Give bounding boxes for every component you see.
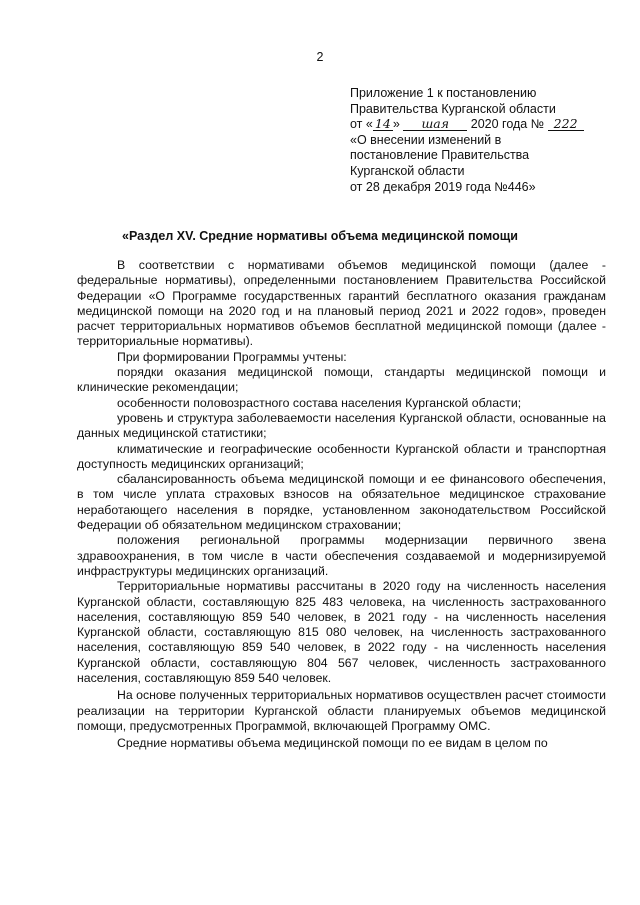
appendix-line-7: от 28 декабря 2019 года №446» (350, 179, 536, 194)
appendix-line-4: «О внесении изменений в (350, 132, 502, 147)
paragraph: Средние нормативы объема медицинской помощи по ее видам в целом по (117, 736, 548, 751)
appendix-date-line (350, 117, 620, 133)
year-text: 2020 года № (470, 117, 545, 132)
section-title: «Раздел XV. Средние нормативы объема медицинской помощи (122, 229, 518, 243)
handwritten-number: 222 (548, 118, 584, 131)
appendix-line-1: Приложение 1 к постановлению (350, 86, 537, 100)
paragraph: особенности половозрастного состава населения Курганской области; (117, 395, 522, 410)
page-number: 2 (316, 50, 324, 64)
paragraph: положения региональной программы модернизации первичного звена здравоохранения, в том числе в части обеспечения создаваемой и модернизируемой инфраструктуры медицинских организаций. (77, 533, 606, 578)
paragraph: В соответствии с нормативами объемов медицинской помощи (далее - федеральные нормативы), определенными постановлением Правительства Российской Федерации «О Программе государственных гарантий бесплатного оказания гражданам медицинской помощи на 2020 год и на плановый период 2021 и 2022 годов», проведен расчет территориальных нормативов объемов бесплатной медицинской помощи (далее - территориальные нормативы). (77, 258, 606, 349)
paragraph: сбалансированность объема медицинской помощи и ее финансового обеспечения, в том числе уплата страховых взносов на обязательное медицинское страхование неработающего населения в порядке, установленном законодательством Российской Федерации об обязательном медицинском страховании; (77, 472, 606, 533)
appendix-line-5: постановление Правительства (350, 148, 530, 163)
handwritten-month: шая (403, 118, 467, 131)
handwritten-day: 14 (373, 118, 393, 131)
paragraph: климатические и географические особенности Курганской области и транспортная доступность медицинских организаций; (77, 441, 606, 471)
paragraph: порядки оказания медицинской помощи, стандарты медицинской помощи и клинические рекомендации; (77, 365, 606, 395)
document-body (77, 258, 606, 752)
appendix-line-6: Курганской области (350, 163, 465, 178)
paragraph: Территориальные нормативы рассчитаны в 2020 году на численность населения Курганской области, составляющую 825 483 человека, на численность застрахованного населения, составляющую 859 540 человек, в 2021 году - на численность населения Курганской области, составляющую 815 080 человек, на численность застрахованного населения, составляющую 859 540 человек, в 2022 году - на численность населения Курганской области, составляющую 804 567 человек, численность застрахованного населения, составляющую 859 540 человек. (77, 579, 606, 686)
appendix-header (350, 86, 620, 195)
paragraph: уровень и структура заболеваемости населения Курганской области, основанные на данных медицинской статистики; (77, 410, 606, 441)
paragraph: На основе полученных территориальных нормативов осуществлен расчет стоимости реализации на территории Курганской области планируемых объемов медицинской помощи, предусмотренных Программой, включающей Программу ОМС. (77, 688, 606, 733)
appendix-line-2: Правительства Курганской области (350, 101, 556, 116)
paragraph: При формировании Программы учтены: (117, 349, 347, 364)
date-prefix: от « (350, 117, 373, 132)
date-mid: » (392, 117, 400, 132)
